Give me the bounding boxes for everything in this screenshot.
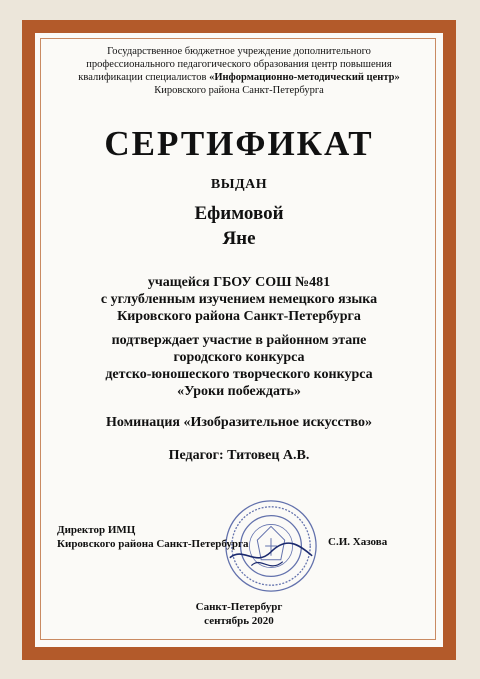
signer-name: С.И. Хазова <box>328 536 388 548</box>
participation-line-1: подтверждает участие в районном этапе <box>111 333 367 348</box>
nomination: Номинация «Изобразительное искусство» <box>105 415 373 430</box>
signer-position-line-2: Кировского района Санкт-Петербурга <box>57 538 249 550</box>
certificate-title: СЕРТИФИКАТ <box>104 124 374 163</box>
participation-info <box>46 332 432 400</box>
certificate-footer <box>46 600 432 628</box>
school-line-3: Кировского района Санкт-Петербурга <box>117 309 361 324</box>
issuer-line-1: Государственное бюджетное учреждение дополнительного <box>107 46 371 57</box>
footer-city: Санкт-Петербург <box>195 601 283 613</box>
issuer-line-2: профессионального педагогического образования центр повышения <box>86 59 392 70</box>
teacher-name: Педагог: Титовец А.В. <box>168 448 310 463</box>
recipient-name <box>46 201 432 251</box>
contest-name: «Уроки побеждать» <box>177 384 301 399</box>
school-line-1: учащейся ГБОУ СОШ №481 <box>147 275 331 290</box>
footer-date: сентябрь 2020 <box>204 615 274 627</box>
issuer-line-4: Кировского района Санкт-Петербурга <box>154 85 324 96</box>
issued-label: ВЫДАН <box>210 177 268 192</box>
issuer-line-3 <box>46 71 432 84</box>
school-info <box>46 274 432 325</box>
issuer-line-3-prefix: квалификации специалистов <box>78 72 210 83</box>
signer-position-line-1: Директор ИМЦ <box>57 524 136 536</box>
participation-line-2: городского конкурса <box>173 350 305 365</box>
certificate-content <box>46 45 432 464</box>
issuer-center-name: «Информационно-методический центр» <box>209 72 400 83</box>
recipient-first-name: Яне <box>222 228 256 249</box>
issuer-organization <box>46 45 432 97</box>
school-line-2: с углубленным изучением немецкого языка <box>100 292 378 307</box>
recipient-surname: Ефимовой <box>194 203 284 224</box>
participation-line-3: детско-юношеского творческого конкурса <box>105 367 373 382</box>
